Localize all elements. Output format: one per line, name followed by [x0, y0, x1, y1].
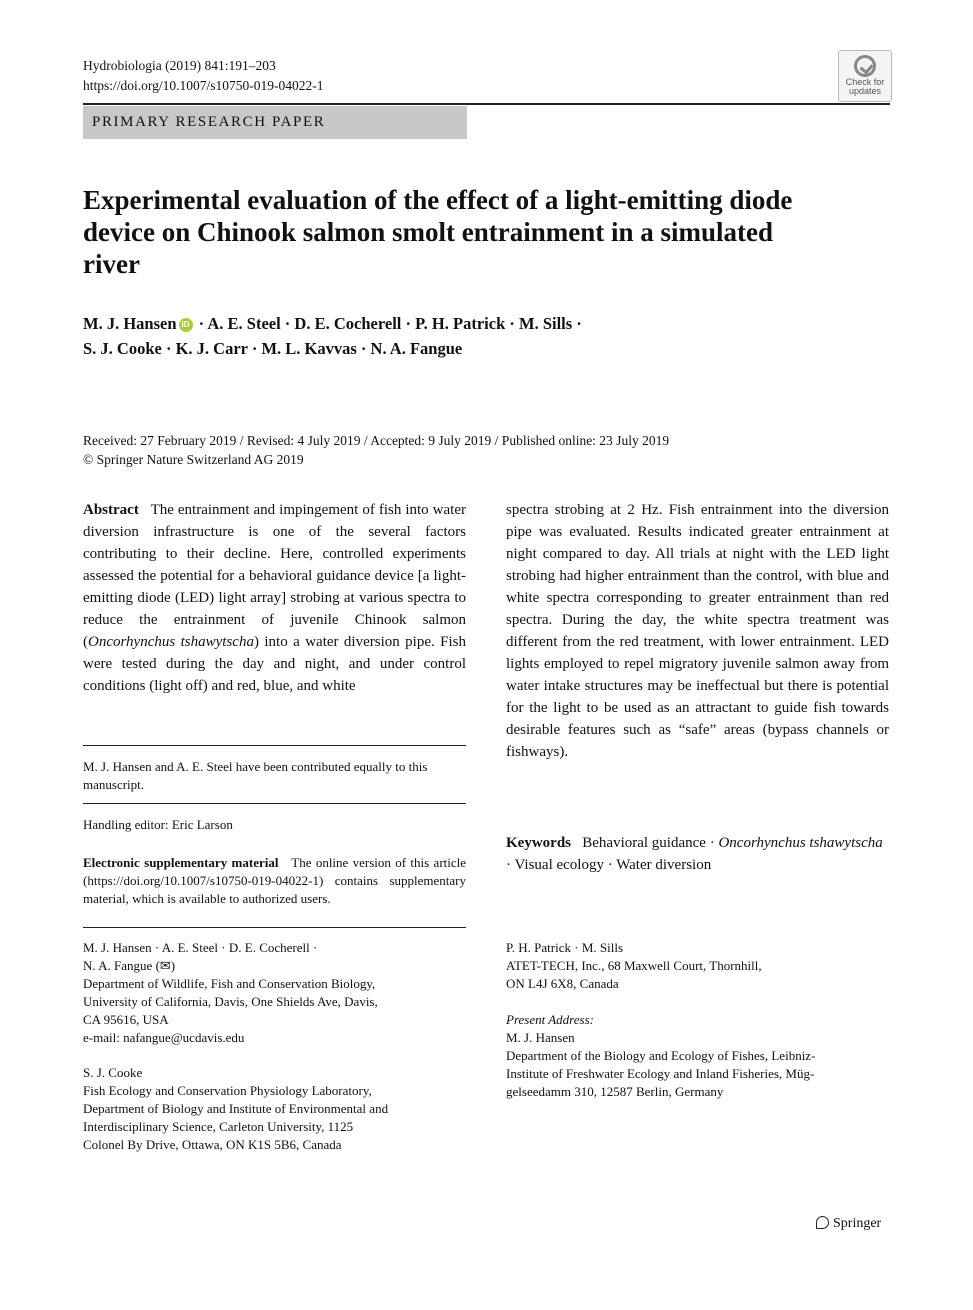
header-divider: [83, 103, 890, 105]
esm-link[interactable]: https://doi.org/10.1007/s10750-019-04022-1: [87, 873, 319, 888]
affil-line: ATET-TECH, Inc., 68 Maxwell Court, Thornhill,: [506, 958, 762, 973]
affil-line: P. H. Patrick · M. Sills: [506, 940, 624, 955]
abstract-species: Oncorhynchus tshawytscha: [88, 634, 254, 650]
publication-dates: [83, 431, 783, 469]
esm-label: Electronic supplementary material: [83, 855, 279, 870]
publisher-name: Springer: [833, 1216, 882, 1231]
affil-line: M. J. Hansen · A. E. Steel · D. E. Cocherell ·: [83, 940, 318, 955]
affil-line: Interdisciplinary Science, Carleton University, 1125: [83, 1119, 354, 1134]
footnote-divider-2: [83, 803, 466, 804]
esm-text-2: ) contains supplementary material, which is available to authorized users.: [83, 873, 466, 906]
affiliation-atet: [506, 939, 889, 993]
check-updates-icon: [854, 55, 876, 77]
author-first: M. J. Hansen: [83, 314, 177, 333]
author-list: [83, 311, 703, 361]
present-address-label-text: Present Address:: [506, 1012, 594, 1027]
present-address-label: [506, 1011, 889, 1029]
publisher-logo: [816, 1214, 881, 1234]
affil-line: M. J. Hansen: [506, 1030, 575, 1045]
affil-line: ON L4J 6X8, Canada: [506, 976, 619, 991]
affil-line: CA 95616, USA: [83, 1012, 169, 1027]
affil-line: S. J. Cooke: [83, 1065, 143, 1080]
abstract-right-column: spectra strobing at 2 Hz. Fish entrainment into the diversion pipe was evaluated. Results indicated greater entrainment at night compared to day. All trials at night with the LED light strobing had higher entrainment than the control, with blue and white spectra corresponding to greater entrainment than red spectra. During the day, the white spectra treatment was different from the red treatment, with lower entrainment. LED lights employed to repel migratory juvenile salmon away from water intake structures may be ineffectual but there is potential for the light to be used as an attractant to guide fish towards desirable features such as “safe” areas (bypass channels or fishways).: [506, 502, 889, 760]
keywords-species: Oncorhynchus tshawytscha: [718, 835, 883, 851]
abstract-text-2: ) into a water diversion pipe. Fish were tested during the day and night, and under control conditions (light off) and red, blue, and white: [83, 634, 467, 694]
keywords-label: Keywords: [506, 835, 571, 851]
affil-line: Department of Wildlife, Fish and Conservation Biology,: [83, 976, 376, 991]
journal-citation: Hydrobiologia (2019) 841:191–203: [83, 58, 276, 73]
author-line-1-rest: · A. E. Steel · D. E. Cocherell · P. H. Patrick · M. Sills ·: [194, 314, 582, 333]
affil-line: Institute of Freshwater Ecology and Inland Fisheries, Müg-: [506, 1066, 815, 1081]
check-for-updates-badge[interactable]: [838, 50, 892, 102]
affiliation-present-address: [506, 1011, 889, 1101]
keywords-part-1: Behavioral guidance ·: [582, 835, 719, 851]
esm-text-1: The online version of this article (: [83, 855, 467, 888]
footnote-divider-1: [83, 745, 466, 746]
journal-header: [83, 56, 324, 96]
author-line-1: [83, 311, 703, 336]
check-updates-line1: Check for: [845, 77, 885, 87]
paper-type-banner: PRIMARY RESEARCH PAPER: [83, 106, 467, 139]
date-history: Received: 27 February 2019 / Revised: 4 July 2019 / Accepted: 9 July 2019 / Published online: 23 July 2019: [83, 433, 670, 448]
affil-line: Colonel By Drive, Ottawa, ON K1S 5B6, Canada: [83, 1137, 342, 1152]
affiliation-ucdavis: [83, 939, 466, 1047]
check-updates-line2: updates: [848, 86, 882, 96]
abstract-text-1: The entrainment and impingement of fish into water diversion infrastructure is one of the several factors contributing to their decline. Here, controlled experiments assessed the potential for a behavioral guidance device [a light-emitting diode (LED) light array] strobing at various spectra to reduce the entrainment of juvenile Chinook salmon (: [83, 502, 466, 650]
copyright: © Springer Nature Switzerland AG 2019: [83, 452, 304, 467]
handling-editor: Handling editor: Eric Larson: [83, 817, 233, 832]
affiliation-carleton: [83, 1064, 466, 1154]
supplementary-material-note: [83, 854, 466, 908]
abstract-left-column: [83, 499, 466, 697]
equal-contribution-note: M. J. Hansen and A. E. Steel have been contributed equally to this manuscript.: [83, 759, 428, 792]
springer-horse-icon: [816, 1216, 829, 1229]
affil-line: Fish Ecology and Conservation Physiology Laboratory,: [83, 1083, 372, 1098]
abstract-label: Abstract: [83, 502, 139, 518]
article-title: Experimental evaluation of the effect of a light-emitting diode device on Chinook salmon smolt entrainment in a simulated river: [83, 185, 793, 279]
doi-link[interactable]: https://doi.org/10.1007/s10750-019-04022-1: [83, 78, 324, 93]
affil-line: gelseedamm 310, 12587 Berlin, Germany: [506, 1084, 724, 1099]
orcid-icon[interactable]: iD: [179, 318, 193, 332]
affil-line: Department of Biology and Institute of Environmental and: [83, 1101, 389, 1116]
keywords: [506, 832, 889, 876]
author-line-2: S. J. Cooke · K. J. Carr · M. L. Kavvas · N. A. Fangue: [83, 339, 463, 358]
affil-line: N. A. Fangue (✉): [83, 958, 176, 973]
affil-line: University of California, Davis, One Shields Ave, Davis,: [83, 994, 378, 1009]
footnote-divider-3: [83, 927, 466, 928]
keywords-part-2: · Visual ecology · Water diversion: [506, 857, 712, 873]
affil-line: Department of the Biology and Ecology of Fishes, Leibniz-: [506, 1048, 816, 1063]
email-link[interactable]: e-mail: nafangue@ucdavis.edu: [83, 1030, 245, 1045]
